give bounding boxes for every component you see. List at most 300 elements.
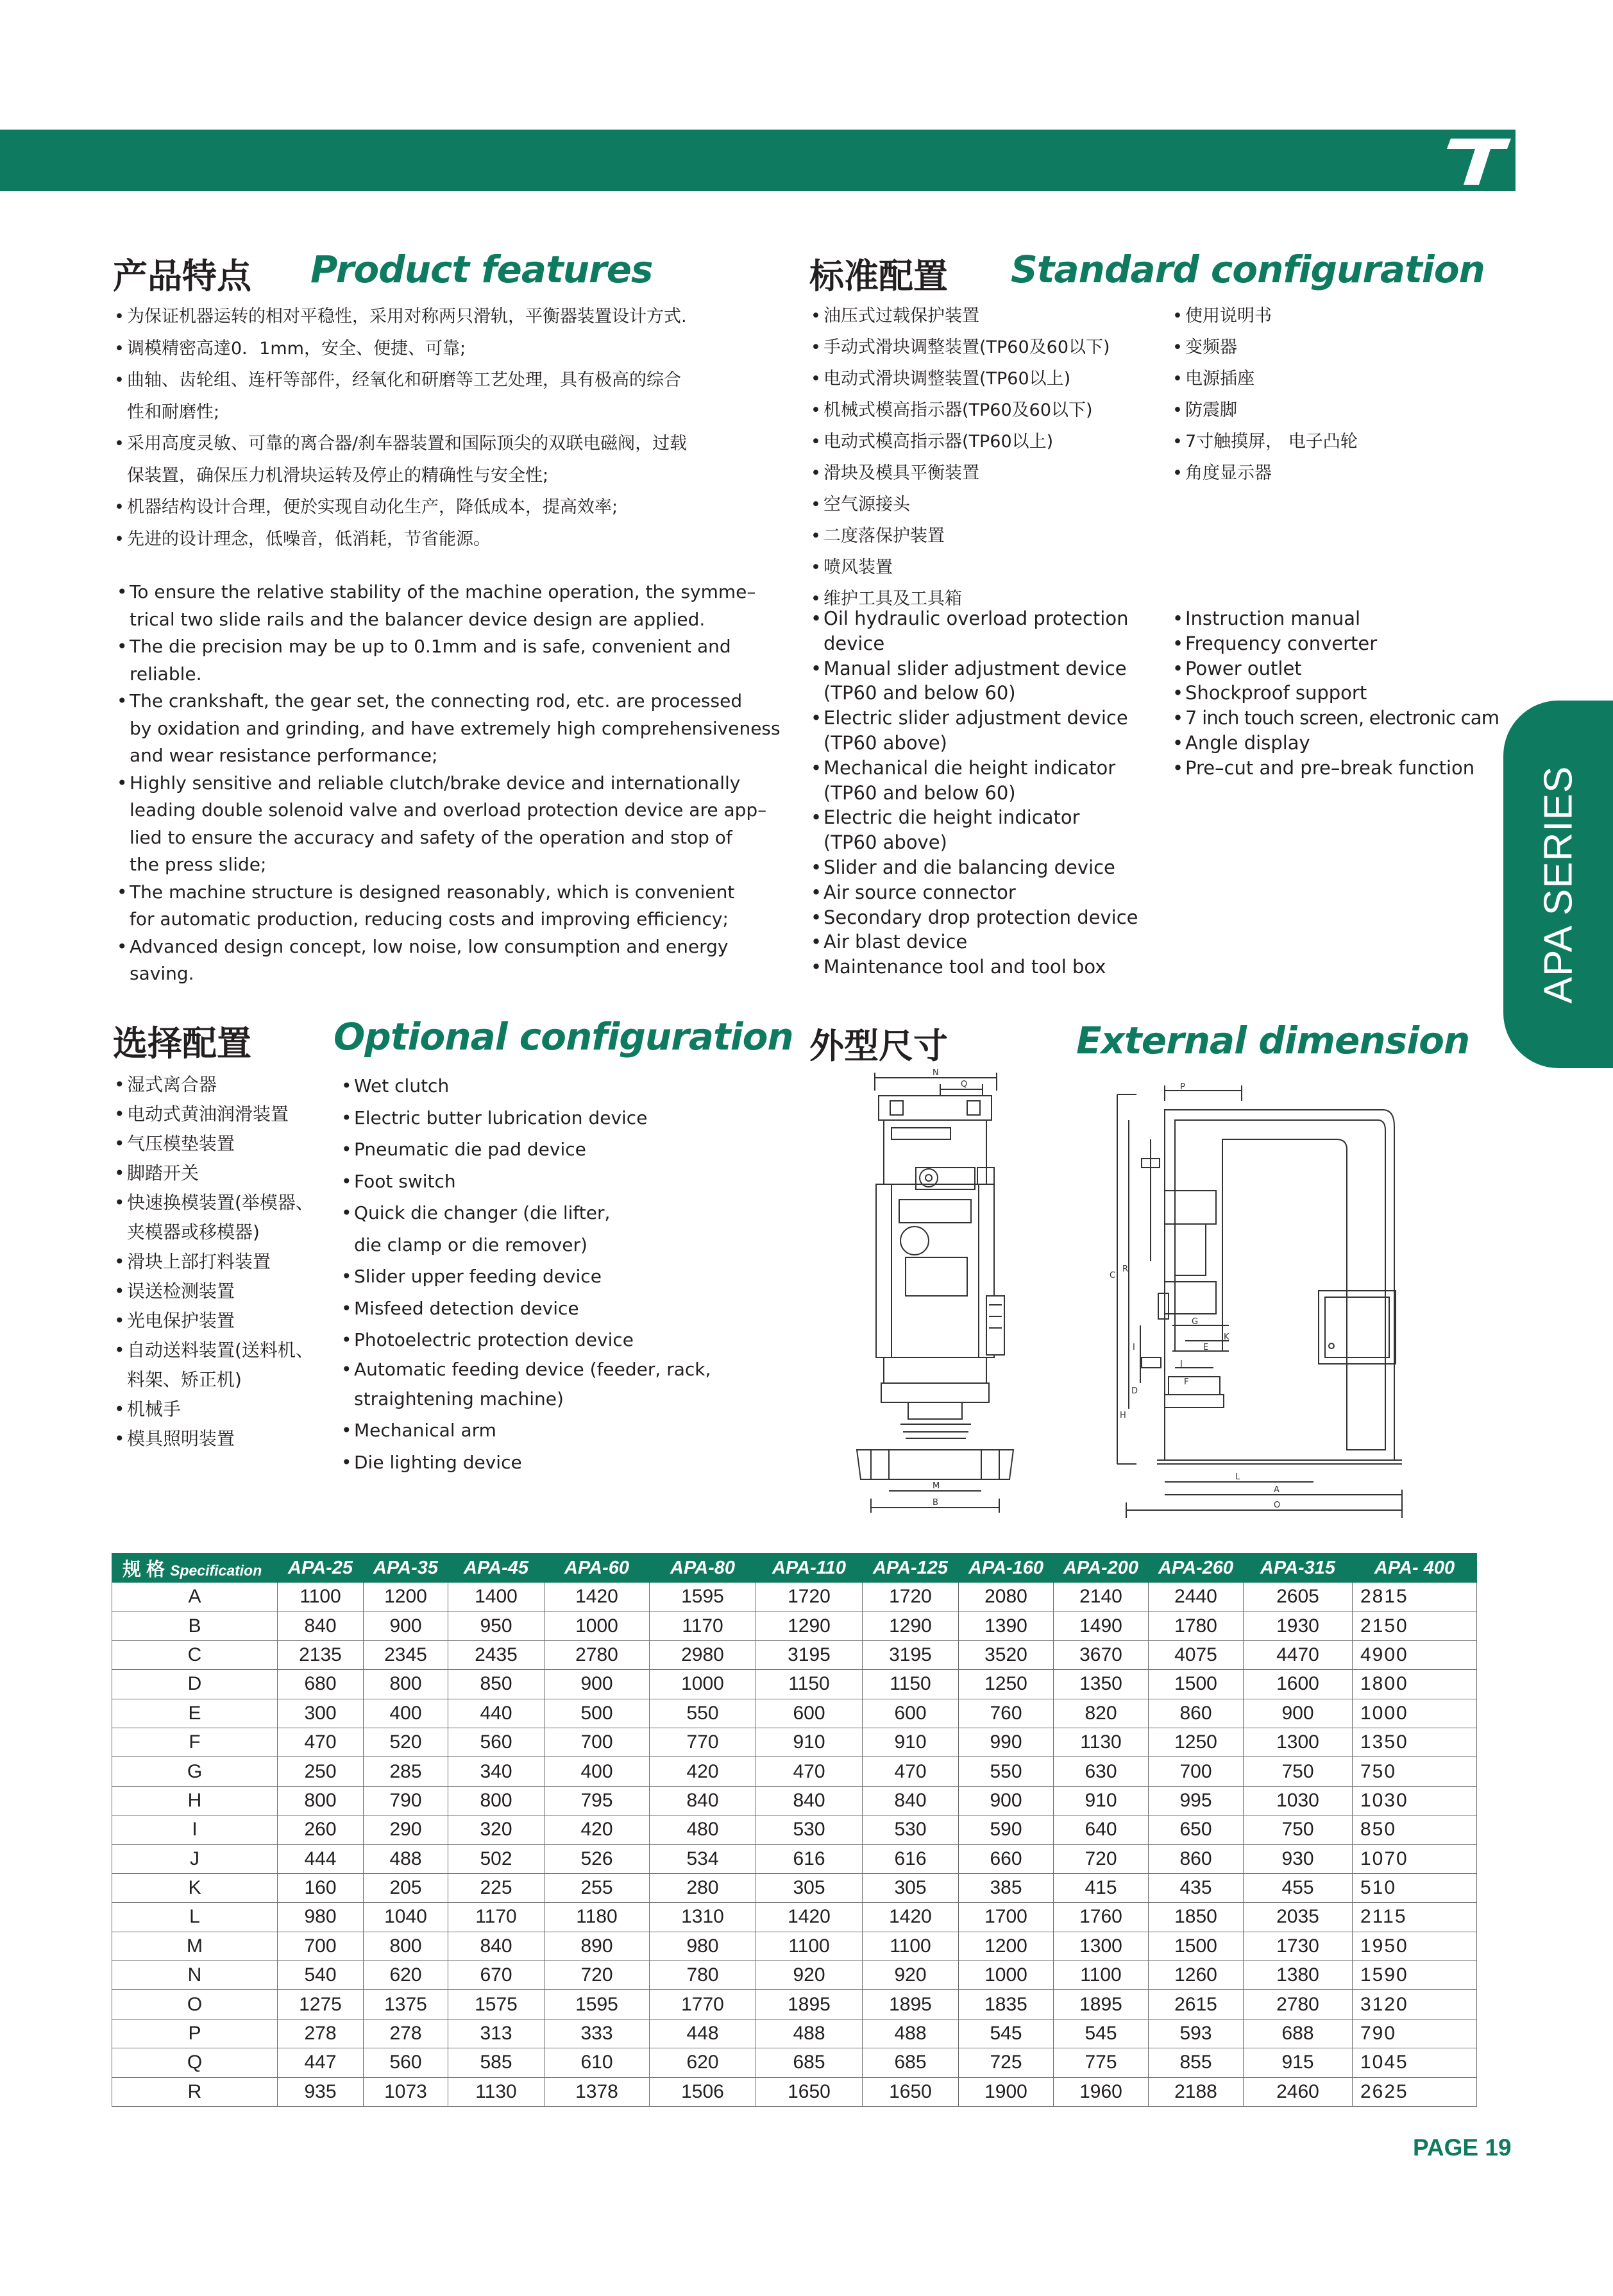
spec-table-row [112,1816,1477,1844]
opt-config-item-en: • Photoelectric protection device [341,1324,711,1356]
dim-label-r: R [1122,1264,1129,1274]
spec-value-cell: 1895 [863,1990,959,2019]
feature-item-en: • The machine structure is designed reasonably, which is convenient [117,879,781,906]
spec-value-cell: 600 [863,1699,959,1728]
standard-configuration-title-en: Standard configuration [1011,248,1485,291]
spec-value-cell: 420 [545,1816,650,1844]
spec-value-cell: 1895 [756,1990,863,2019]
spec-value-cell: 1290 [756,1611,863,1640]
spec-model-header: APA-160 [959,1554,1054,1583]
spec-value-cell: 840 [278,1611,364,1640]
spec-value-cell: 930 [1244,1844,1353,1873]
spec-value-cell: 820 [1054,1699,1149,1728]
product-features-list-en [117,579,781,988]
spec-table-row [112,1873,1477,1902]
standard-config-list-cn-2 [1172,300,1358,489]
spec-value-cell: 1500 [1149,1932,1244,1960]
spec-value-cell: 610 [545,2048,650,2077]
spec-value-cell: 444 [278,1844,364,1873]
spec-table-row [112,1583,1477,1611]
spec-value-cell: 560 [364,2048,448,2077]
spec-value-cell: 2780 [1244,1990,1353,2019]
spec-value-cell: 1030 [1353,1786,1477,1815]
dim-label-m: M [933,1481,940,1491]
spec-model-header: APA-35 [364,1554,448,1583]
spec-value-cell: 590 [959,1816,1054,1844]
dim-label-d: D [1131,1386,1138,1396]
spec-value-cell: 1300 [1054,1932,1149,1960]
spec-table-row [112,1932,1477,1960]
spec-value-cell: 620 [650,2048,756,2077]
feature-item-en-cont: and wear resistance performance; [130,745,438,766]
spec-value-cell: 1200 [364,1583,448,1611]
spec-value-cell: 420 [650,1757,756,1786]
spec-value-cell: 700 [545,1728,650,1756]
spec-value-cell: 1420 [756,1903,863,1932]
spec-value-cell: 780 [650,1961,756,1990]
spec-dimension-key: J [112,1844,278,1873]
spec-value-cell: 2035 [1244,1903,1353,1932]
spec-dimension-key: K [112,1873,278,1902]
spec-value-cell: 900 [364,1611,448,1640]
spec-value-cell: 1000 [650,1670,756,1699]
spec-value-cell: 488 [364,1844,448,1873]
spec-value-cell: 2440 [1149,1583,1244,1611]
opt-config-item-en: • Electric butter lubrication device [341,1102,711,1134]
dim-label-n: N [933,1068,939,1078]
std-config-item-cn: • 维护工具及工具箱 [811,583,1110,615]
spec-value-cell: 400 [545,1757,650,1786]
spec-header-cn: 规 格 [122,1559,165,1580]
dim-label-c: C [1110,1271,1116,1280]
spec-value-cell: 1835 [959,1990,1054,2019]
spec-value-cell: 250 [278,1757,364,1786]
spec-value-cell: 890 [545,1932,650,1960]
opt-config-item-cn-cont: 料架、矫正机) [127,1369,242,1390]
feature-item-en-cont: saving. [130,963,194,984]
opt-config-item-cn: • 快速换模装置(举模器、 [114,1188,314,1218]
spec-value-cell: 980 [278,1903,364,1932]
spec-table-header-row [112,1554,1477,1583]
spec-value-cell: 790 [364,1786,448,1815]
series-side-tab [1503,701,1613,1068]
spec-value-cell: 4470 [1244,1640,1353,1669]
std-config-item-en: • Pre–cut and pre–break function [1172,756,1499,781]
spec-value-cell: 447 [278,2048,364,2077]
feature-item-en: • Highly sensitive and reliable clutch/brake device and internationally [117,770,781,797]
spec-value-cell: 4900 [1353,1640,1477,1669]
spec-value-cell: 2080 [959,1583,1054,1611]
spec-value-cell: 790 [1353,2019,1477,2048]
spec-value-cell: 750 [1353,1757,1477,1786]
opt-config-item-cn: • 电动式黄油润滑装置 [114,1100,314,1129]
spec-value-cell: 1045 [1353,2048,1477,2077]
spec-value-cell: 2980 [650,1640,756,1669]
spec-value-cell: 720 [545,1961,650,1990]
spec-table-row [112,1786,1477,1815]
spec-dimension-key: I [112,1816,278,1844]
page-label: PAGE [1413,2134,1479,2161]
std-config-item-en: • Slider and die balancing device [811,855,1138,880]
spec-value-cell: 1100 [756,1932,863,1960]
dim-label-h: H [1120,1411,1126,1420]
std-config-item-en-cont: (TP60 and below 60) [823,682,1016,704]
dim-label-b: B [933,1498,938,1508]
spec-value-cell: 1030 [1244,1786,1353,1815]
spec-table-corner-header [112,1554,278,1583]
spec-value-cell: 630 [1054,1757,1149,1786]
opt-config-item-cn: • 误送检测装置 [114,1277,314,1306]
std-config-item-en: • Manual slider adjustment device [811,656,1138,681]
spec-value-cell: 510 [1353,1873,1477,1902]
spec-table-row [112,1903,1477,1932]
spec-value-cell: 2780 [545,1640,650,1669]
feature-item-en-cont: reliable. [130,663,202,685]
opt-config-item-en: • Misfeed detection device [341,1293,711,1325]
spec-value-cell: 840 [448,1932,545,1960]
spec-value-cell: 540 [278,1961,364,1990]
opt-config-item-en-cont: straightening machine) [354,1388,564,1409]
spec-value-cell: 1575 [448,1990,545,2019]
spec-model-header: APA-260 [1149,1554,1244,1583]
spec-value-cell: 860 [1149,1699,1244,1728]
std-config-item-en: • Electric slider adjustment device [811,706,1138,731]
spec-value-cell: 1770 [650,1990,756,2019]
spec-value-cell: 1595 [650,1583,756,1611]
std-config-item-cn: • 防震脚 [1172,395,1358,426]
spec-value-cell: 800 [448,1786,545,1815]
spec-value-cell: 455 [1244,1873,1353,1902]
std-config-item-cn: • 喷风装置 [811,552,1110,583]
spec-value-cell: 1150 [756,1670,863,1699]
std-config-item-cn: • 变频器 [1172,332,1358,363]
page-number-value: 19 [1485,2134,1512,2161]
spec-value-cell: 1100 [278,1583,364,1611]
spec-value-cell: 1150 [863,1670,959,1699]
spec-value-cell: 1400 [448,1583,545,1611]
opt-config-item-en: • Mechanical arm [341,1415,711,1447]
product-features-title-en: Product features [310,248,653,291]
dim-label-k: K [1224,1332,1229,1342]
spec-value-cell: 225 [448,1873,545,1902]
feature-item-cn: • 先进的设计理念，低噪音，低消耗，节省能源。 [114,523,687,556]
front-view-drawing [845,1065,1025,1514]
spec-model-header: APA-110 [756,1554,863,1583]
spec-value-cell: 800 [364,1670,448,1699]
spec-value-cell: 488 [756,2019,863,2048]
spec-value-cell: 650 [1149,1816,1244,1844]
feature-item-en: • The crankshaft, the gear set, the connecting rod, etc. are processed [117,688,781,715]
spec-table-row [112,2048,1477,2077]
spec-value-cell: 333 [545,2019,650,2048]
spec-value-cell: 1073 [364,2077,448,2106]
page-number [1413,2134,1512,2161]
specification-table [112,1553,1477,2107]
spec-value-cell: 1780 [1149,1611,1244,1640]
spec-value-cell: 775 [1054,2048,1149,2077]
feature-item-en: • To ensure the relative stability of the machine operation, the symme– [117,579,781,606]
spec-table-row [112,1961,1477,1990]
spec-dimension-key: C [112,1640,278,1669]
spec-value-cell: 1500 [1149,1670,1244,1699]
spec-value-cell: 616 [756,1844,863,1873]
spec-value-cell: 980 [650,1932,756,1960]
std-config-item-cn: • 7寸触摸屏， 电子凸轮 [1172,426,1358,457]
spec-value-cell: 1100 [1054,1961,1149,1990]
spec-value-cell: 1100 [863,1932,959,1960]
spec-value-cell: 260 [278,1816,364,1844]
spec-value-cell: 545 [959,2019,1054,2048]
spec-table-row [112,1670,1477,1699]
spec-value-cell: 995 [1149,1786,1244,1815]
spec-value-cell: 1720 [863,1583,959,1611]
spec-value-cell: 1250 [1149,1728,1244,1756]
opt-config-item-cn: • 湿式离合器 [114,1070,314,1100]
feature-item-en: • Advanced design concept, low noise, low consumption and energy [117,933,781,961]
feature-item-en: • The die precision may be up to 0.1mm and is safe, convenient and [117,633,781,661]
std-config-item-en: • Frequency converter [1172,631,1499,656]
std-config-item-cn: • 电动式滑块调整装置(TP60以上) [811,363,1110,395]
spec-value-cell: 1260 [1149,1961,1244,1990]
std-config-item-en: • Secondary drop protection device [811,905,1138,930]
spec-value-cell: 920 [863,1961,959,1990]
spec-table-row [112,1728,1477,1756]
feature-item-en-cont: lied to ensure the accuracy and safety of the operation and stop of [130,826,732,848]
external-dimension-title-en: External dimension [1076,1019,1470,1062]
spec-value-cell: 660 [959,1844,1054,1873]
spec-value-cell: 3195 [863,1640,959,1669]
spec-value-cell: 448 [650,2019,756,2048]
spec-value-cell: 1350 [1054,1670,1149,1699]
spec-value-cell: 2625 [1353,2077,1477,2106]
dim-label-e: E [1203,1343,1209,1352]
spec-model-header: APA- 400 [1353,1554,1477,1583]
spec-value-cell: 910 [863,1728,959,1756]
spec-table-row [112,1699,1477,1728]
spec-value-cell: 3520 [959,1640,1054,1669]
opt-config-item-en: • Die lighting device [341,1447,711,1479]
standard-configuration-title-cn: 标准配置 [809,256,948,296]
spec-value-cell: 205 [364,1873,448,1902]
std-config-item-en-cont: (TP60 above) [823,731,947,754]
optional-config-list-cn [114,1070,314,1454]
spec-value-cell: 305 [863,1873,959,1902]
spec-dimension-key: D [112,1670,278,1699]
spec-value-cell: 910 [756,1728,863,1756]
spec-value-cell: 700 [1149,1757,1244,1786]
spec-table-row [112,1844,1477,1873]
spec-value-cell: 313 [448,2019,545,2048]
spec-value-cell: 1650 [863,2077,959,2106]
spec-value-cell: 440 [448,1699,545,1728]
std-config-item-en: • Mechanical die height indicator [811,756,1138,781]
spec-value-cell: 278 [364,2019,448,2048]
spec-value-cell: 1380 [1244,1961,1353,1990]
spec-value-cell: 1420 [545,1583,650,1611]
spec-value-cell: 1930 [1244,1611,1353,1640]
opt-config-item-en: • Quick die changer (die lifter, [341,1197,711,1229]
dim-label-i: I [1133,1343,1135,1352]
spec-model-header: APA-315 [1244,1554,1353,1583]
spec-value-cell: 1290 [863,1611,959,1640]
spec-table-row [112,2077,1477,2106]
spec-model-header: APA-60 [545,1554,650,1583]
spec-table-body [112,1583,1477,2107]
spec-dimension-key: Q [112,2048,278,2077]
spec-value-cell: 1375 [364,1990,448,2019]
feature-item-cn: • 为保证机器运转的相对平稳性，采用对称两只滑轨，平衡器装置设计方式. [114,301,687,333]
spec-value-cell: 435 [1149,1873,1244,1902]
spec-value-cell: 1390 [959,1611,1054,1640]
spec-value-cell: 990 [959,1728,1054,1756]
std-config-item-en-cont: device [823,632,885,654]
opt-config-item-cn: • 模具照明装置 [114,1424,314,1454]
spec-value-cell: 900 [1244,1699,1353,1728]
spec-model-header: APA-45 [448,1554,545,1583]
spec-table-row [112,2019,1477,2048]
opt-config-item-cn: • 滑块上部打料装置 [114,1247,314,1277]
spec-value-cell: 1180 [545,1903,650,1932]
spec-value-cell: 1300 [1244,1728,1353,1756]
std-config-item-cn: • 电动式模高指示器(TP60以上) [811,426,1110,457]
spec-value-cell: 910 [1054,1786,1149,1815]
spec-value-cell: 550 [959,1757,1054,1786]
spec-value-cell: 850 [448,1670,545,1699]
spec-value-cell: 1130 [448,2077,545,2106]
opt-config-item-cn: • 自动送料装置(送料机、 [114,1336,314,1365]
spec-value-cell: 900 [959,1786,1054,1815]
feature-item-cn: • 机器结构设计合理，便於实现自动化生产，降低成本，提高效率; [114,491,687,523]
spec-value-cell: 1275 [278,1990,364,2019]
spec-value-cell: 2435 [448,1640,545,1669]
std-config-item-en-cont: (TP60 above) [823,831,947,854]
spec-value-cell: 285 [364,1757,448,1786]
spec-value-cell: 840 [863,1786,959,1815]
spec-dimension-key: P [112,2019,278,2048]
dim-label-o: O [1274,1501,1281,1510]
spec-value-cell: 280 [650,1873,756,1902]
spec-value-cell: 720 [1054,1844,1149,1873]
dim-label-q: Q [961,1080,968,1089]
spec-table-row [112,1640,1477,1669]
spec-model-header: APA-200 [1054,1554,1149,1583]
std-config-item-en: • Power outlet [1172,656,1499,681]
spec-header-en: Specification [170,1561,262,1579]
spec-value-cell: 400 [364,1699,448,1728]
spec-value-cell: 470 [278,1728,364,1756]
spec-value-cell: 2115 [1353,1903,1477,1932]
opt-config-item-cn: • 光电保护装置 [114,1306,314,1336]
spec-value-cell: 480 [650,1816,756,1844]
feature-item-en-cont: by oxidation and grinding, and have extremely high comprehensiveness [130,717,781,739]
spec-value-cell: 278 [278,2019,364,2048]
spec-value-cell: 725 [959,2048,1054,2077]
spec-dimension-key: N [112,1961,278,1990]
spec-table-row [112,1990,1477,2019]
std-config-item-cn: • 滑块及模具平衡装置 [811,457,1110,489]
spec-model-header: APA-125 [863,1554,959,1583]
opt-config-item-en: • Slider upper feeding device [341,1261,711,1293]
spec-value-cell: 470 [756,1757,863,1786]
std-config-item-cn: • 机械式模高指示器(TP60及60以下) [811,395,1110,426]
optional-configuration-title-cn: 选择配置 [113,1023,251,1064]
spec-value-cell: 680 [278,1670,364,1699]
spec-value-cell: 1040 [364,1903,448,1932]
std-config-item-en: • Shockproof support [1172,681,1499,706]
std-config-item-cn: • 油压式过载保护装置 [811,300,1110,332]
opt-config-item-en: • Wet clutch [341,1070,711,1102]
opt-config-item-en: • Foot switch [341,1166,711,1198]
std-config-item-cn: • 电源插座 [1172,363,1358,395]
spec-value-cell: 1000 [545,1611,650,1640]
spec-value-cell: 840 [756,1786,863,1815]
spec-value-cell: 688 [1244,2019,1353,2048]
spec-value-cell: 1730 [1244,1932,1353,1960]
spec-value-cell: 255 [545,1873,650,1902]
spec-value-cell: 1650 [756,2077,863,2106]
spec-dimension-key: E [112,1699,278,1728]
spec-value-cell: 1900 [959,2077,1054,2106]
spec-value-cell: 1950 [1353,1932,1477,1960]
spec-value-cell: 900 [545,1670,650,1699]
feature-item-cn: • 曲轴、齿轮组、连杆等部件，经氧化和研磨等工艺处理，具有极高的综合 [114,364,687,396]
spec-dimension-key: L [112,1903,278,1932]
std-config-item-en: • Electric die height indicator [811,805,1138,830]
opt-config-item-cn: • 脚踏开关 [114,1159,314,1188]
opt-config-item-cn: • 机械手 [114,1395,314,1424]
spec-value-cell: 2460 [1244,2077,1353,2106]
standard-config-list-en-1 [811,606,1138,980]
spec-value-cell: 1070 [1353,1844,1477,1873]
spec-value-cell: 750 [1244,1757,1353,1786]
spec-value-cell: 385 [959,1873,1054,1902]
spec-value-cell: 685 [756,2048,863,2077]
spec-dimension-key: B [112,1611,278,1640]
dim-label-g: G [1192,1317,1199,1327]
optional-config-list-en [341,1070,711,1478]
spec-value-cell: 1000 [959,1961,1054,1990]
spec-dimension-key: G [112,1757,278,1786]
spec-dimension-key: O [112,1990,278,2019]
spec-value-cell: 415 [1054,1873,1149,1902]
spec-value-cell: 1960 [1054,2077,1149,2106]
spec-value-cell: 500 [545,1699,650,1728]
spec-value-cell: 750 [1244,1816,1353,1844]
spec-value-cell: 1700 [959,1903,1054,1932]
spec-value-cell: 2605 [1244,1583,1353,1611]
std-config-item-cn: • 二度落保护装置 [811,520,1110,552]
dim-label-a: A [1274,1485,1279,1495]
feature-item-en-cont: the press slide; [130,854,267,875]
spec-value-cell: 1310 [650,1903,756,1932]
feature-item-cn: • 采用高度灵敏、可靠的离合器/刹车器装置和国际顶尖的双联电磁阀，过载 [114,428,687,460]
spec-table-row [112,1757,1477,1786]
spec-value-cell: 2150 [1353,1611,1477,1640]
spec-value-cell: 670 [448,1961,545,1990]
spec-value-cell: 560 [448,1728,545,1756]
spec-dimension-key: A [112,1583,278,1611]
std-config-item-cn: • 手动式滑块调整装置(TP60及60以下) [811,332,1110,363]
spec-value-cell: 860 [1149,1844,1244,1873]
spec-value-cell: 950 [448,1611,545,1640]
spec-table-row [112,1611,1477,1640]
spec-value-cell: 1760 [1054,1903,1149,1932]
dim-label-j: J [1180,1359,1183,1369]
feature-item-en-cont: for automatic production, reducing costs and improving efficiency; [130,908,729,930]
spec-value-cell: 1000 [1353,1699,1477,1728]
spec-value-cell: 616 [863,1844,959,1873]
spec-value-cell: 1895 [1054,1990,1149,2019]
